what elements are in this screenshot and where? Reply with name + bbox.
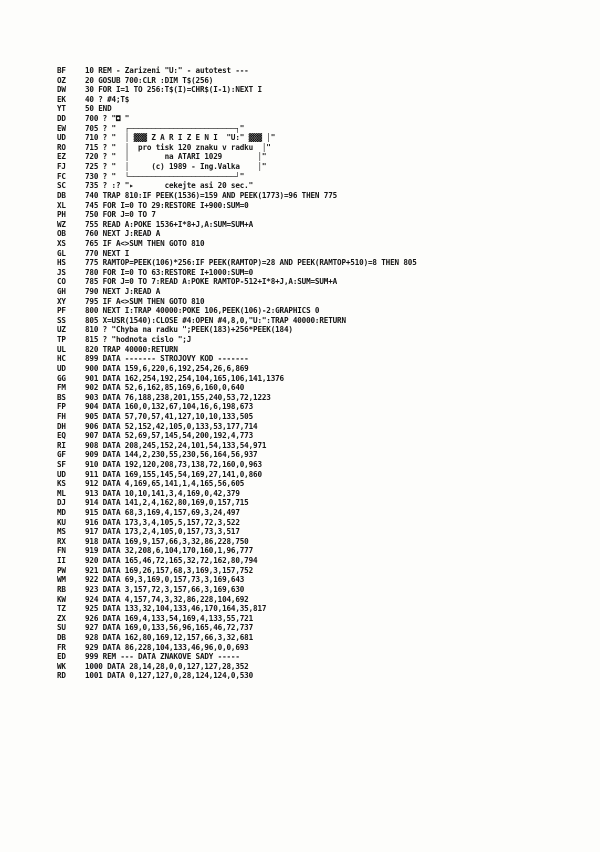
basic-code-line: 929 DATA 86,228,104,133,46,96,0,0,693 [85,642,249,652]
checksum-code: RO [57,142,66,152]
listing-line [57,191,577,201]
listing-line [57,76,577,86]
basic-code-line: 730 ? " └────────────────────────┘" [85,171,245,181]
checksum-code: FJ [57,162,66,172]
checksum-code: ED [57,652,66,662]
checksum-code: HC [57,354,66,364]
checksum-code: SS [57,315,66,325]
listing-line [57,595,577,605]
checksum-code: RD [57,671,66,681]
listing-line [57,239,577,249]
checksum-code: MS [57,527,66,537]
listing-line [57,489,577,499]
basic-code-line: 926 DATA 169,4,133,54,169,4,133,55,721 [85,613,254,623]
listing-line [57,402,577,412]
listing-line [57,479,577,489]
checksum-code: SF [57,459,66,469]
checksum-code: FH [57,411,66,421]
listing-line [57,460,577,470]
listing-line [57,364,577,374]
checksum-code: UD [57,133,66,143]
basic-code-line: 918 DATA 169,9,157,66,3,32,86,228,750 [85,536,249,546]
listing-line [57,585,577,595]
basic-code-line: 770 NEXT I [85,248,130,258]
basic-code-line: 735 ? :? "▸ cekejte asi 20 sec." [85,181,254,191]
listing-line [57,623,577,633]
basic-code-line: 905 DATA 57,70,57,41,127,10,10,133,505 [85,411,254,421]
checksum-code: FR [57,642,66,652]
listing-line [57,662,577,672]
basic-code-line: 902 DATA 52,6,162,85,169,6,160,0,640 [85,383,245,393]
listing-line [57,297,577,307]
checksum-code: WK [57,661,66,671]
checksum-code: BF [57,66,66,75]
checksum-code: FM [57,383,66,393]
checksum-code: DJ [57,498,66,508]
checksum-code: OZ [57,75,66,85]
basic-code-line: 922 DATA 69,3,169,0,157,73,3,169,643 [85,575,245,585]
checksum-code: TP [57,335,66,345]
listing-line [57,652,577,662]
checksum-code: YT [57,104,66,114]
listing-line [57,527,577,537]
basic-code-line: 921 DATA 169,26,157,68,3,169,3,157,752 [85,565,254,575]
listing-line [57,229,577,239]
checksum-code: XY [57,296,66,306]
basic-code-line: 924 DATA 4,157,74,3,32,86,228,104,692 [85,594,249,604]
listing-line [57,498,577,508]
checksum-code: GF [57,450,66,460]
basic-code-line: 775 RAMTOP=PEEK(106)*256:IF PEEK(RAMTOP)=28 AND PEEK(RAMTOP+510)=8 THEN 805 [85,258,417,268]
checksum-code: RX [57,536,66,546]
listing-line [57,268,577,278]
basic-code-line: 917 DATA 173,2,4,105,0,157,73,3,517 [85,527,240,537]
basic-code-line: 765 IF A<>SUM THEN GOTO 810 [85,238,205,248]
listing-line [57,422,577,432]
checksum-code: DW [57,85,66,95]
basic-code-line: 745 FOR I=0 TO 29:RESTORE I+900:SUM=0 [85,200,249,210]
listing-line [57,162,577,172]
checksum-code: WM [57,575,66,585]
listing-line [57,287,577,297]
checksum-code: PH [57,210,66,220]
checksum-code: PF [57,306,66,316]
checksum-code: KU [57,517,66,527]
basic-code-line: 815 ? "hodnota cislo ";J [85,335,192,345]
listing-line [57,335,577,345]
checksum-code: HS [57,258,66,268]
listing-line [57,85,577,95]
listing-line [57,306,577,316]
listing-line [57,374,577,384]
checksum-code: BS [57,392,66,402]
checksum-code: GL [57,248,66,258]
checksum-code: DB [57,632,66,642]
basic-code-line: 740 TRAP 810:IF PEEK(1536)=159 AND PEEK(1773)=96 THEN 775 [85,190,338,200]
listing-line [57,450,577,460]
basic-code-line: 705 ? " ┌────────────────────────┐" [85,123,245,133]
listing-line [57,518,577,528]
listing-line [57,614,577,624]
checksum-code: DB [57,190,66,200]
listing-line [57,181,577,191]
checksum-code: GG [57,373,66,383]
basic-code-line: 910 DATA 192,120,208,73,138,72,160,0,963 [85,459,262,469]
checksum-code: ZX [57,613,66,623]
listing-line [57,210,577,220]
basic-code-line: 50 END [85,104,112,114]
checksum-code: XS [57,238,66,248]
listing-line [57,258,577,268]
checksum-code: PW [57,565,66,575]
checksum-code: MD [57,508,66,518]
listing-line [57,354,577,364]
basic-listing [57,66,577,681]
basic-code-line: 1001 DATA 0,127,127,0,28,124,124,0,530 [85,671,254,681]
checksum-code: SU [57,623,66,633]
basic-code-line: 923 DATA 3,157,72,3,157,66,3,169,630 [85,584,245,594]
basic-code-line: 785 FOR J=0 TO 7:READ A:POKE RAMTOP-512+I*8+J,A:SUM=SUM+A [85,277,338,287]
listing-line [57,441,577,451]
basic-code-line: 915 DATA 68,3,169,4,157,69,3,24,497 [85,508,240,518]
basic-code-line: 900 DATA 159,6,220,6,192,254,26,6,869 [85,363,249,373]
checksum-code: JS [57,267,66,277]
listing-line [57,95,577,105]
basic-code-line: 800 NEXT I:TRAP 40000:POKE 106,PEEK(106)-2:GRAPHICS 0 [85,306,320,316]
checksum-code: FN [57,546,66,556]
basic-code-line: 700 ? "◘ " [85,114,130,124]
listing-line [57,152,577,162]
basic-code-line: 928 DATA 162,80,169,12,157,66,3,32,681 [85,632,254,642]
basic-code-line: 901 DATA 162,254,192,254,104,165,106,141,1376 [85,373,284,383]
listing-line [57,412,577,422]
checksum-code: RI [57,440,66,450]
checksum-code: DD [57,114,66,124]
listing-line [57,114,577,124]
listing-line [57,325,577,335]
checksum-code: II [57,556,66,566]
basic-code-line: 911 DATA 169,155,145,54,169,27,141,0,860 [85,469,262,479]
checksum-code: EZ [57,152,66,162]
checksum-code: OB [57,229,66,239]
listing-line [57,172,577,182]
checksum-code: SC [57,181,66,191]
basic-code-line: 795 IF A<>SUM THEN GOTO 810 [85,296,205,306]
basic-code-line: 10 REM - Zarizeni "U:" - autotest --- [85,66,249,75]
listing-line [57,133,577,143]
checksum-code: RB [57,584,66,594]
listing-line [57,316,577,326]
listing-line [57,633,577,643]
checksum-code: UZ [57,325,66,335]
listing-line [57,575,577,585]
basic-code-line: 916 DATA 173,3,4,105,5,157,72,3,522 [85,517,240,527]
listing-line [57,124,577,134]
basic-code-line: 725 ? " │ (c) 1989 - Ing.Valka │" [85,162,267,172]
listing-line [57,431,577,441]
checksum-code: FC [57,171,66,181]
listing-line [57,470,577,480]
basic-code-line: 925 DATA 133,32,104,133,46,170,164,35,817 [85,604,267,614]
checksum-code: UD [57,469,66,479]
basic-code-line: 780 FOR I=0 TO 63:RESTORE I+1000:SUM=0 [85,267,254,277]
checksum-code: TZ [57,604,66,614]
basic-code-line: 913 DATA 10,10,141,3,4,169,0,42,379 [85,488,240,498]
basic-code-line: 907 DATA 52,69,57,145,54,200,192,4,773 [85,431,254,441]
checksum-code: GH [57,287,66,297]
basic-code-line: 927 DATA 169,0,133,56,96,165,46,72,737 [85,623,254,633]
listing-line [57,383,577,393]
listing-line [57,508,577,518]
basic-code-line: 790 NEXT J:READ A [85,287,161,297]
listing-line [57,537,577,547]
basic-code-line: 760 NEXT J:READ A [85,229,161,239]
listing-line [57,671,577,681]
basic-code-line: 912 DATA 4,169,65,141,1,4,165,56,605 [85,479,245,489]
checksum-code: ML [57,488,66,498]
checksum-code: EQ [57,431,66,441]
basic-code-line: 909 DATA 144,2,230,55,230,56,164,56,937 [85,450,258,460]
listing-line [57,604,577,614]
basic-code-line: 908 DATA 208,245,152,24,101,54,133,54,971 [85,440,267,450]
basic-code-line: 715 ? " │ pro tisk 120 znaku v radku │" [85,142,271,152]
checksum-code: KW [57,594,66,604]
basic-code-line: 810 ? "Chyba na radku ";PEEK(183)+256*PEEK(184) [85,325,293,335]
checksum-code: UL [57,344,66,354]
checksum-code: WZ [57,219,66,229]
listing-line [57,220,577,230]
basic-code-line: 720 ? " │ na ATARI 1029 │" [85,152,267,162]
listing-line [57,393,577,403]
basic-code-line: 710 ? " │ ▓▓▓ Z A R I Z E N I "U:" ▓▓▓ │" [85,133,276,143]
basic-code-line: 920 DATA 165,46,72,165,32,72,162,80,794 [85,556,258,566]
basic-code-line: 919 DATA 32,208,6,104,170,160,1,96,777 [85,546,254,556]
basic-code-line: 1000 DATA 28,14,28,0,0,127,127,28,352 [85,661,249,671]
listing-line [57,277,577,287]
basic-code-line: 755 READ A:POKE 1536+I*8+J,A:SUM=SUM+A [85,219,254,229]
basic-code-line: 820 TRAP 40000:RETURN [85,344,178,354]
listing-line [57,201,577,211]
checksum-code: CO [57,277,66,287]
listing-line [57,104,577,114]
listing-line [57,345,577,355]
listing-line [57,566,577,576]
checksum-code: FP [57,402,66,412]
checksum-code: EW [57,123,66,133]
basic-code-line: 899 DATA ------- STROJOVY KOD ------- [85,354,249,364]
basic-code-line: 30 FOR I=1 TO 256:T$(I)=CHR$(I-1):NEXT I [85,85,262,95]
basic-code-line: 20 GOSUB 700:CLR :DIM T$(256) [85,75,214,85]
listing-line [57,643,577,653]
checksum-code: EK [57,94,66,104]
checksum-code: DH [57,421,66,431]
basic-code-line: 999 REM --- DATA ZNAKOVE SADY ----- [85,652,240,662]
basic-code-line: 750 FOR J=0 TO 7 [85,210,156,220]
basic-code-line: 906 DATA 52,152,42,105,0,133,53,177,714 [85,421,258,431]
basic-code-line: 914 DATA 141,2,4,162,80,169,0,157,715 [85,498,249,508]
listing-line [57,249,577,259]
checksum-code: XL [57,200,66,210]
basic-code-line: 40 ? #4;T$ [85,94,130,104]
listing-line [57,546,577,556]
listing-line [57,556,577,566]
basic-code-line: 805 X=USR(1540):CLOSE #4:OPEN #4,8,0,"U:":TRAP 40000:RETURN [85,315,346,325]
checksum-code: UD [57,363,66,373]
listing-line [57,66,577,76]
basic-code-line: 904 DATA 160,0,132,67,104,16,6,198,673 [85,402,254,412]
checksum-code: KS [57,479,66,489]
listing-line [57,143,577,153]
basic-code-line: 903 DATA 76,188,238,201,155,240,53,72,1223 [85,392,271,402]
